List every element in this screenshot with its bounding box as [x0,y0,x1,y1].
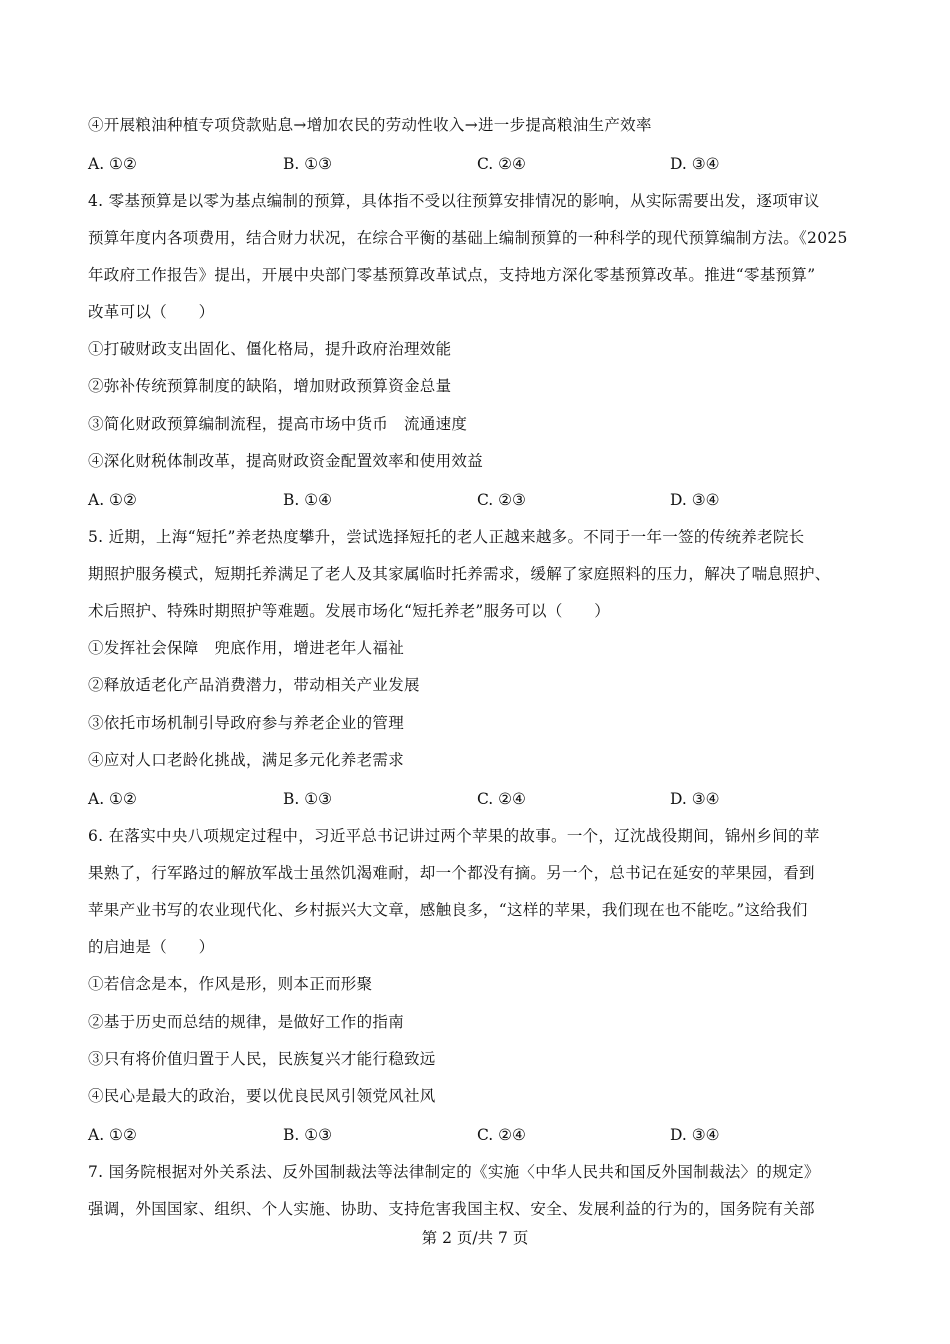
q4-stem-line-4: 改革可以（ ） [88,303,215,321]
q6-item-2: ②基于历史而总结的规律，是做好工作的指南 [88,1013,405,1031]
q6-stem-line-1: 6. 在落实中央八项规定过程中，习近平总书记讲过两个苹果的故事。一个，辽沈战役期间，锦州乡间的苹 [88,827,820,845]
q6-item-1: ①若信念是本，作风是形，则本正而形聚 [88,975,373,993]
option-b: B. ①③ [283,790,333,808]
q5-stem-line-2: 期照护服务模式，短期托养满足了老人及其家属临时托养需求，缓解了家庭照料的压力，解决了喘息照护、 [88,565,831,583]
option-a: A. ①② [88,1126,137,1144]
option-b: B. ①③ [283,1126,333,1144]
option-a: A. ①② [88,155,137,173]
option-c: C. ②④ [477,155,526,173]
q3-options [88,153,868,175]
q4-item-4: ④深化财税体制改革，提高财政资金配置效率和使用效益 [88,452,484,470]
option-d: D. ③④ [670,1126,720,1144]
q4-item-3: ③简化财政预算编制流程，提高市场中货币 流通速度 [88,415,468,433]
option-c: C. ②④ [477,1126,526,1144]
q7-stem-line-1: 7. 国务院根据对外关系法、反外国制裁法等法律制定的《实施〈中华人民共和国反外国制裁法〉的规定》 [88,1163,820,1181]
q4-stem-line-2: 预算年度内各项费用，结合财力状况，在综合平衡的基础上编制预算的一种科学的现代预算编制方法。《2025 [88,229,848,247]
q4-options [88,489,868,511]
page-number-footer: 第 2 页/共 7 页 [421,1229,529,1247]
q5-item-1: ①发挥社会保障 兜底作用，增进老年人福祉 [88,639,405,657]
option-d: D. ③④ [670,491,720,509]
q6-options [88,1124,868,1146]
q5-item-3: ③依托市场机制引导政府参与养老企业的管理 [88,714,405,732]
option-c: C. ②③ [477,491,526,509]
q4-stem-line-3: 年政府工作报告》提出，开展中央部门零基预算改革试点，支持地方深化零基预算改革。推进“零基预算” [88,266,816,284]
q6-stem-line-4: 的启迪是（ ） [88,938,215,956]
q6-stem-line-3: 苹果产业书写的农业现代化、乡村振兴大文章，感触良多，“这样的苹果，我们现在也不能吃。”这给我们 [88,901,808,919]
q7-stem-line-2: 强调，外国国家、组织、个人实施、协助、支持危害我国主权、安全、发展利益的行为的，国务院有关部 [88,1200,815,1218]
option-a: A. ①② [88,790,137,808]
q6-item-3: ③只有将价值归置于人民，民族复兴才能行稳致远 [88,1050,436,1068]
q5-stem-line-3: 术后照护、特殊时期照护等难题。发展市场化“短托养老”服务可以（ ） [88,602,611,620]
q5-item-2: ②释放适老化产品消费潜力，带动相关产业发展 [88,676,420,694]
q4-item-2: ②弥补传统预算制度的缺陷，增加财政预算资金总量 [88,377,452,395]
q4-item-1: ①打破财政支出固化、僵化格局，提升政府治理效能 [88,340,452,358]
option-d: D. ③④ [670,155,720,173]
q4-stem-line-1: 4. 零基预算是以零为基点编制的预算，具体指不受以往预算安排情况的影响，从实际需要出发，逐项审议 [88,192,820,210]
q5-item-4: ④应对人口老龄化挑战，满足多元化养老需求 [88,751,405,769]
q3-item-4: ④开展粮油种植专项贷款贴息→增加农民的劳动性收入→进一步提高粮油生产效率 [88,116,652,134]
option-c: C. ②④ [477,790,526,808]
q5-options [88,788,868,810]
option-b: B. ①④ [283,491,333,509]
q6-item-4: ④民心是最大的政治，要以优良民风引领党风社风 [88,1087,436,1105]
option-d: D. ③④ [670,790,720,808]
option-b: B. ①③ [283,155,333,173]
q6-stem-line-2: 果熟了，行军路过的解放军战士虽然饥渴难耐，却一个都没有摘。另一个，总书记在延安的苹果园，看到 [88,864,815,882]
option-a: A. ①② [88,491,137,509]
q5-stem-line-1: 5. 近期，上海“短托”养老热度攀升，尝试选择短托的老人正越来越多。不同于一年一签的传统养老院长 [88,528,805,546]
